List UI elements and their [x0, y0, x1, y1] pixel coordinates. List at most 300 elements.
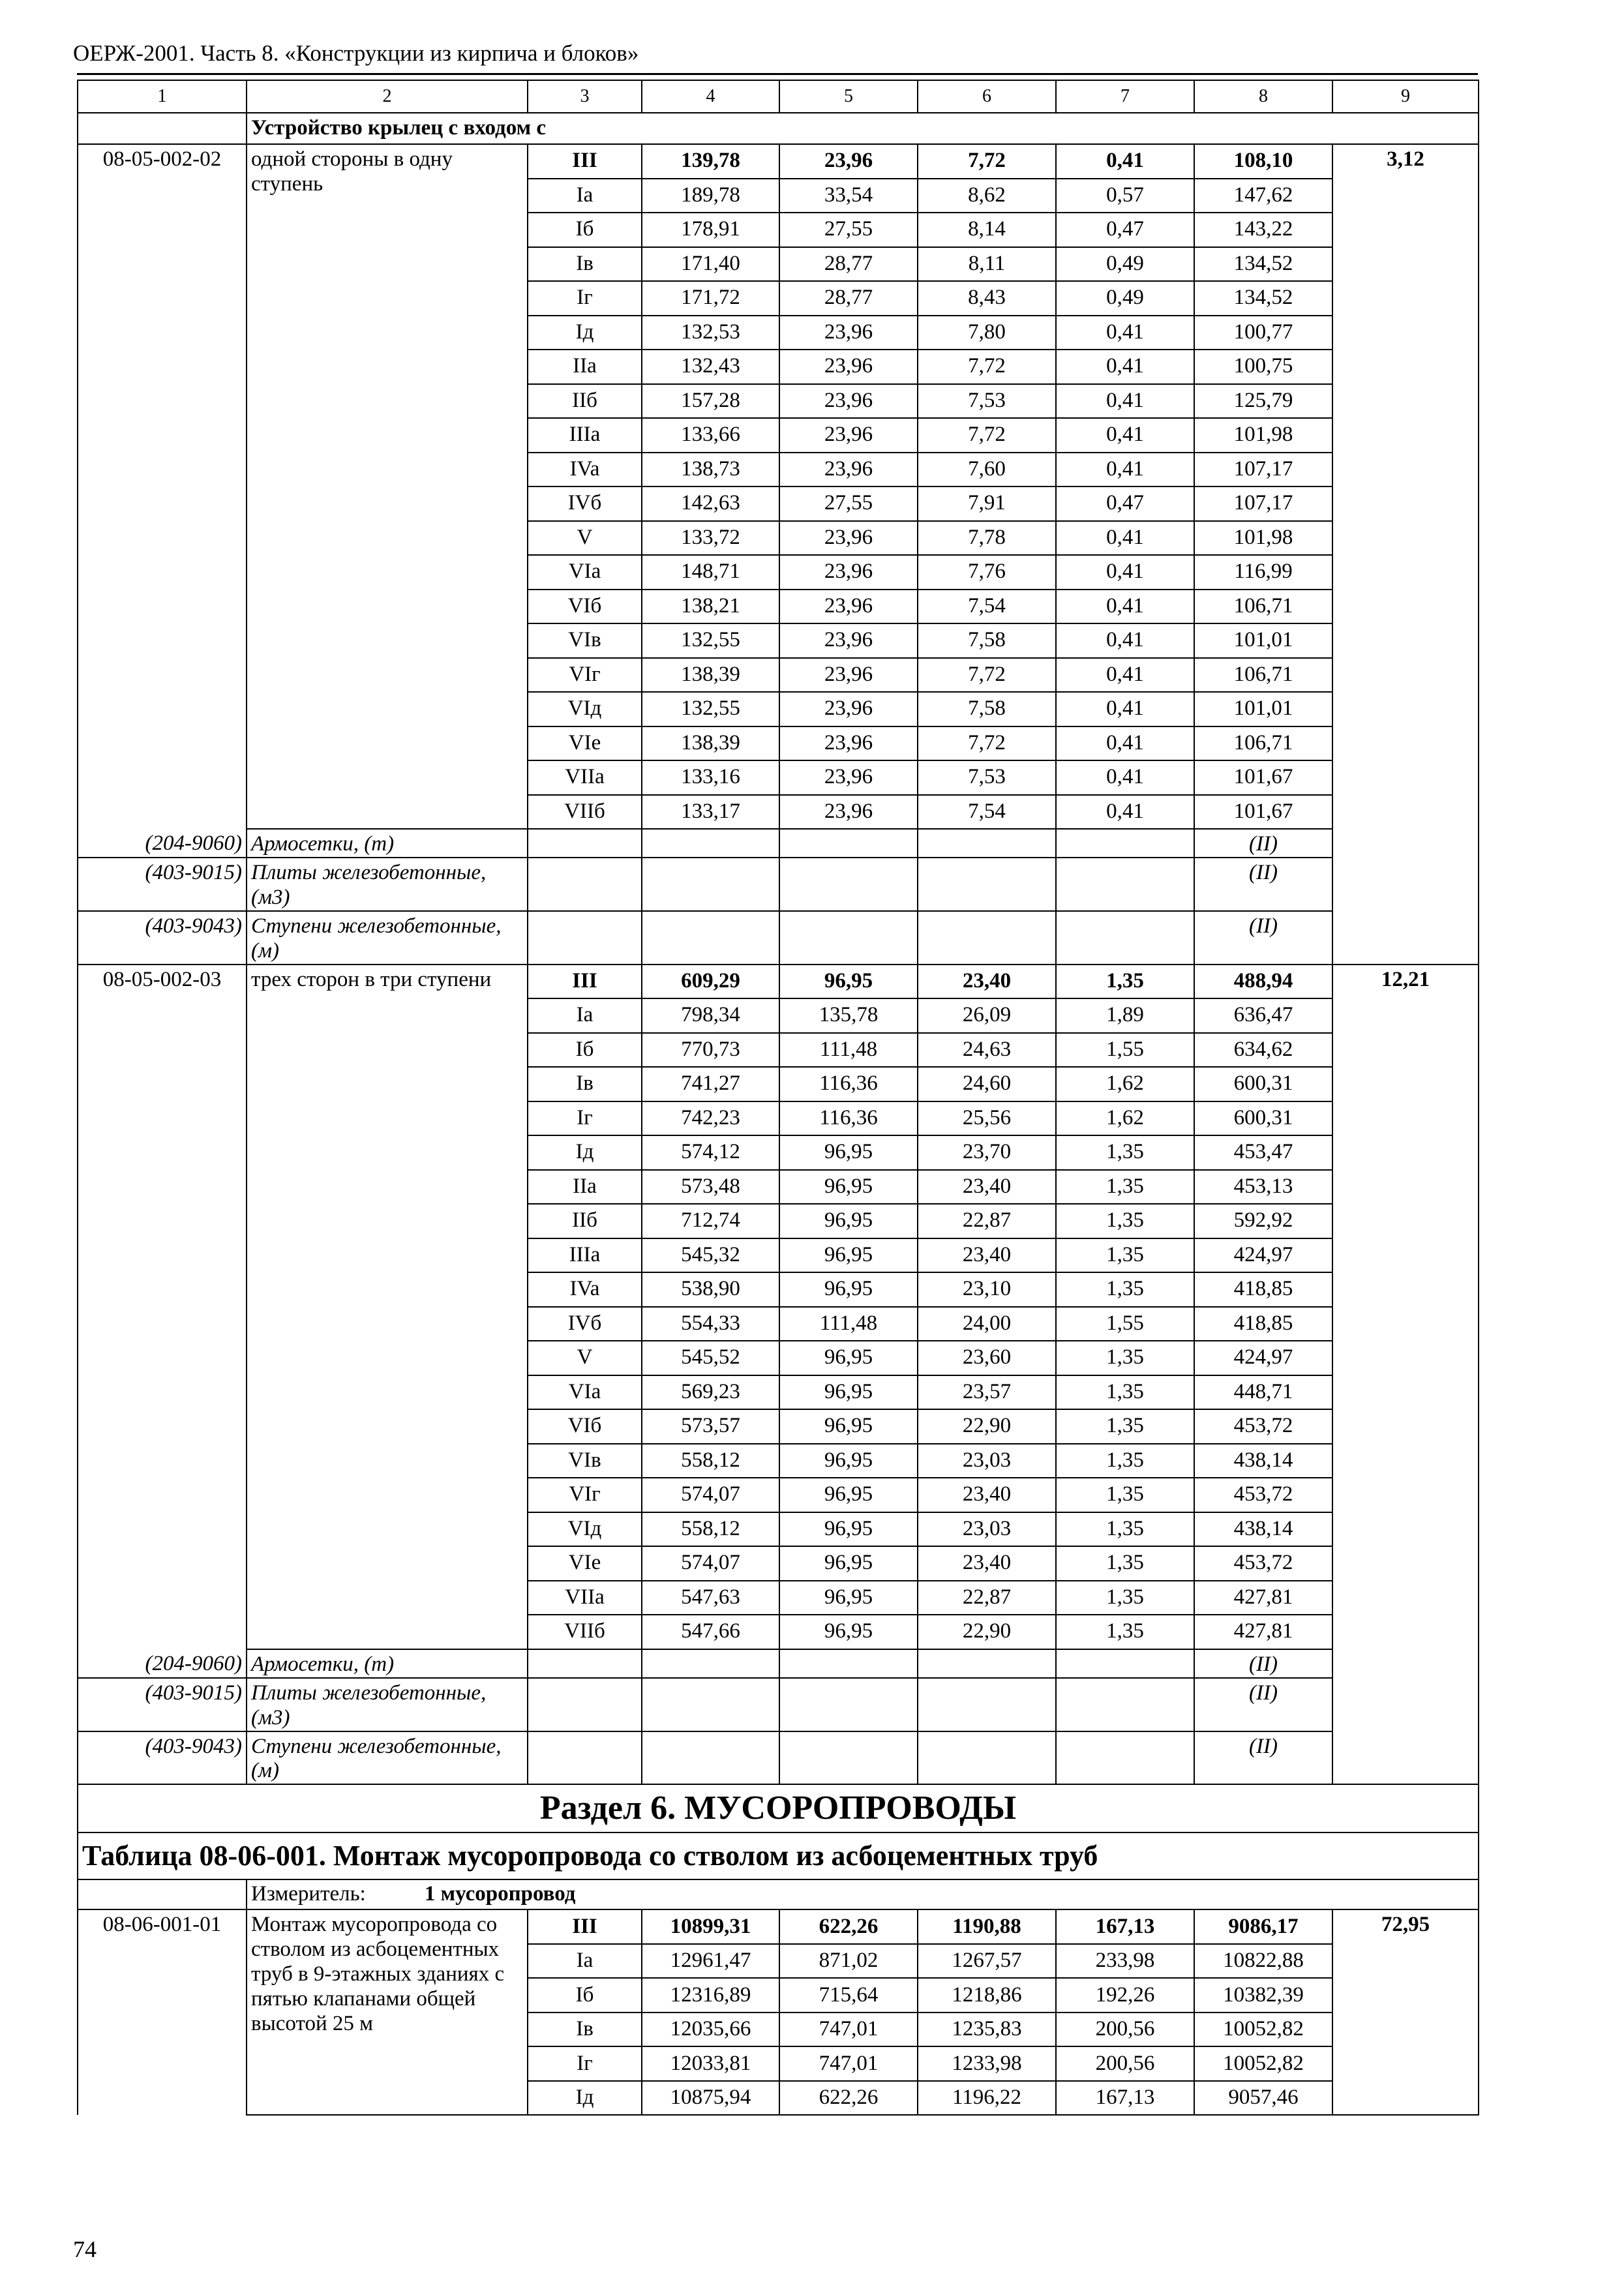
empty-cell	[918, 1678, 1056, 1731]
cell: 427,81	[1194, 1615, 1332, 1649]
cell: Iг	[528, 2046, 642, 2081]
rate-description: Монтаж мусоропровода со стволом из асбоцементных труб в 9-этажных зданиях с пятью клапанами общей высотой 25 м	[247, 1909, 528, 2115]
resource-code: (403-9043)	[78, 911, 247, 965]
empty-cell	[528, 1678, 642, 1731]
cell: 0,41	[1056, 384, 1194, 419]
cell: 147,62	[1194, 179, 1332, 213]
cell: VIIa	[528, 1581, 642, 1615]
cell: 23,10	[918, 1272, 1056, 1307]
cell: 600,31	[1194, 1101, 1332, 1136]
cell: 12961,47	[642, 1944, 779, 1979]
column-header: 2	[247, 80, 528, 113]
resource-row	[78, 858, 1479, 911]
cell: 23,96	[779, 760, 918, 795]
cell: 10052,82	[1194, 2012, 1332, 2047]
cell: 138,73	[642, 453, 779, 487]
col9-value: 3,12	[1332, 144, 1479, 965]
column-header: 1	[78, 80, 247, 113]
column-header: 5	[779, 80, 918, 113]
cell: 8,11	[918, 247, 1056, 282]
cell: 770,73	[642, 1033, 779, 1068]
resource-value: (II)	[1194, 1649, 1332, 1678]
cell: Iб	[528, 1033, 642, 1068]
cell: 1,35	[1056, 1238, 1194, 1273]
cell: 0,41	[1056, 795, 1194, 830]
cell: 1,35	[1056, 1478, 1194, 1512]
col9-value: 12,21	[1332, 965, 1479, 1785]
cell: VIIa	[528, 760, 642, 795]
cell: 7,72	[918, 350, 1056, 384]
cell: 178,91	[642, 213, 779, 247]
cell: 28,77	[779, 247, 918, 282]
cell: 111,48	[779, 1307, 918, 1341]
cell: 133,72	[642, 521, 779, 556]
empty-cell	[918, 829, 1056, 858]
cell: 192,26	[1056, 1978, 1194, 2012]
cell: 8,43	[918, 281, 1056, 316]
cell: 438,14	[1194, 1512, 1332, 1547]
cell: 7,80	[918, 316, 1056, 350]
cell: 7,72	[918, 658, 1056, 693]
cell: 106,71	[1194, 658, 1332, 693]
cell: 28,77	[779, 281, 918, 316]
cell: VIe	[528, 1546, 642, 1581]
cell: Ia	[528, 1944, 642, 1979]
cell: 139,78	[642, 144, 779, 179]
cell: 1233,98	[918, 2046, 1056, 2081]
cell: 27,55	[779, 486, 918, 521]
resource-code: (204-9060)	[78, 1649, 247, 1678]
cell: 96,95	[779, 1512, 918, 1547]
empty-cell	[918, 858, 1056, 911]
cell: 1,89	[1056, 998, 1194, 1033]
cell: 747,01	[779, 2012, 918, 2047]
cell: 7,78	[918, 521, 1056, 556]
cell: V	[528, 521, 642, 556]
resource-row	[78, 911, 1479, 965]
cell: 558,12	[642, 1512, 779, 1547]
cell: VIIб	[528, 795, 642, 830]
cell: 23,96	[779, 453, 918, 487]
cell: 10822,88	[1194, 1944, 1332, 1979]
empty-cell	[779, 1678, 918, 1731]
cell: 636,47	[1194, 998, 1332, 1033]
cell: 23,70	[918, 1135, 1056, 1170]
cell: 132,43	[642, 350, 779, 384]
measure-row	[78, 1879, 1479, 1909]
cell: 23,40	[918, 1546, 1056, 1581]
cell: 23,96	[779, 521, 918, 556]
cell: 0,41	[1056, 555, 1194, 590]
resource-value: (II)	[1194, 858, 1332, 911]
cell: 1,35	[1056, 1135, 1194, 1170]
cell: 1,35	[1056, 1375, 1194, 1410]
cell: 418,85	[1194, 1307, 1332, 1341]
cell: 100,75	[1194, 350, 1332, 384]
cell: 1190,88	[918, 1909, 1056, 1944]
cell: 132,55	[642, 692, 779, 726]
cell: 107,17	[1194, 453, 1332, 487]
cell: 23,96	[779, 418, 918, 453]
cell: 27,55	[779, 213, 918, 247]
cell: III	[528, 144, 642, 179]
cell: 200,56	[1056, 2046, 1194, 2081]
empty-cell	[528, 1731, 642, 1785]
cell: 712,74	[642, 1204, 779, 1238]
cell: 1,55	[1056, 1033, 1194, 1068]
resource-name: Плиты железобетонные, (м3)	[247, 1678, 528, 1731]
cell: 22,90	[918, 1409, 1056, 1444]
cell: 96,95	[779, 1478, 918, 1512]
cell: 1,35	[1056, 1409, 1194, 1444]
cell: 23,40	[918, 965, 1056, 999]
cell: 573,48	[642, 1170, 779, 1204]
empty-cell	[918, 1649, 1056, 1678]
cell: 453,72	[1194, 1546, 1332, 1581]
cell: 8,62	[918, 179, 1056, 213]
cell: 7,72	[918, 144, 1056, 179]
cell: Iв	[528, 247, 642, 282]
cell: Ia	[528, 998, 642, 1033]
cell: 233,98	[1056, 1944, 1194, 1979]
cell: 23,96	[779, 795, 918, 830]
cell: 133,66	[642, 418, 779, 453]
resource-value: (II)	[1194, 911, 1332, 965]
empty-cell	[642, 1678, 779, 1731]
cell: 1218,86	[918, 1978, 1056, 2012]
cell: 125,79	[1194, 384, 1332, 419]
cell: 25,56	[918, 1101, 1056, 1136]
measure-value: 1 мусоропровод	[424, 1882, 576, 1906]
cell: 538,90	[642, 1272, 779, 1307]
cell: 569,23	[642, 1375, 779, 1410]
cell: 135,78	[779, 998, 918, 1033]
cell: 424,97	[1194, 1341, 1332, 1375]
cell: 96,95	[779, 1341, 918, 1375]
cell: 7,76	[918, 555, 1056, 590]
cell: 101,67	[1194, 760, 1332, 795]
cell: 171,72	[642, 281, 779, 316]
empty-cell	[1056, 858, 1194, 911]
cell: 133,17	[642, 795, 779, 830]
cell: IVa	[528, 1272, 642, 1307]
cell: 23,03	[918, 1512, 1056, 1547]
section-title: Раздел 6. МУСОРОПРОВОДЫ	[78, 1784, 1479, 1833]
cell: 0,57	[1056, 179, 1194, 213]
cell: 10052,82	[1194, 2046, 1332, 2081]
empty-cell	[642, 911, 779, 965]
col9-value: 72,95	[1332, 1909, 1479, 2115]
cell: 134,52	[1194, 247, 1332, 282]
cell: 7,54	[918, 795, 1056, 830]
empty-cell	[642, 1649, 779, 1678]
cell: 10875,94	[642, 2081, 779, 2116]
table-title-row	[78, 1833, 1479, 1879]
cell: IIIa	[528, 1238, 642, 1273]
cell: Iд	[528, 316, 642, 350]
cell: 101,01	[1194, 623, 1332, 658]
cell: 871,02	[779, 1944, 918, 1979]
empty-cell	[918, 911, 1056, 965]
cell: 634,62	[1194, 1033, 1332, 1068]
cell: 23,96	[779, 692, 918, 726]
resource-value: (II)	[1194, 1731, 1332, 1785]
cell: 96,95	[779, 1546, 918, 1581]
table-title: Таблица 08-06-001. Монтаж мусоропровода со стволом из асбоцементных труб	[78, 1833, 1479, 1879]
cell: 8,14	[918, 213, 1056, 247]
cell: 133,16	[642, 760, 779, 795]
cell: 545,52	[642, 1341, 779, 1375]
empty-cell	[528, 829, 642, 858]
cell: Iг	[528, 281, 642, 316]
cell: 12033,81	[642, 2046, 779, 2081]
cell: 33,54	[779, 179, 918, 213]
cell: 622,26	[779, 2081, 918, 2116]
empty-cell	[1056, 829, 1194, 858]
cell: 1,35	[1056, 965, 1194, 999]
cell: 1,35	[1056, 1204, 1194, 1238]
cell: 1,35	[1056, 1272, 1194, 1307]
cell: 132,55	[642, 623, 779, 658]
resource-row	[78, 1678, 1479, 1731]
empty-cell	[642, 1731, 779, 1785]
cell: 101,01	[1194, 692, 1332, 726]
cell: 0,49	[1056, 247, 1194, 282]
cell: 1,35	[1056, 1615, 1194, 1649]
cell: 24,00	[918, 1307, 1056, 1341]
cell: 7,53	[918, 384, 1056, 419]
table-row	[78, 1909, 1479, 1944]
cell: 742,23	[642, 1101, 779, 1136]
cell: 0,49	[1056, 281, 1194, 316]
table-row	[78, 144, 1479, 179]
measure-spacer	[78, 1879, 247, 1909]
cell: 96,95	[779, 1615, 918, 1649]
cell: 101,67	[1194, 795, 1332, 830]
cell: 1,35	[1056, 1512, 1194, 1547]
cell: 106,71	[1194, 726, 1332, 761]
page-number: 74	[73, 2236, 97, 2262]
cell: 741,27	[642, 1067, 779, 1101]
cell: 23,96	[779, 726, 918, 761]
cell: Ia	[528, 179, 642, 213]
cell: 23,96	[779, 384, 918, 419]
cell: 100,77	[1194, 316, 1332, 350]
cell: 7,53	[918, 760, 1056, 795]
resource-row	[78, 829, 1479, 858]
cell: VIб	[528, 1409, 642, 1444]
cell: 0,41	[1056, 623, 1194, 658]
resource-row	[78, 1649, 1479, 1678]
cell: VIe	[528, 726, 642, 761]
cell: 0,41	[1056, 760, 1194, 795]
subhead-row	[78, 113, 1479, 144]
cell: Iд	[528, 1135, 642, 1170]
cell: 9057,46	[1194, 2081, 1332, 2116]
cell: 453,72	[1194, 1409, 1332, 1444]
cell: 23,96	[779, 590, 918, 624]
cell: 1,35	[1056, 1444, 1194, 1478]
cell: 0,41	[1056, 350, 1194, 384]
empty-cell	[779, 1731, 918, 1785]
resource-row	[78, 1731, 1479, 1785]
cell: 96,95	[779, 965, 918, 999]
cell: 26,09	[918, 998, 1056, 1033]
cell: 10382,39	[1194, 1978, 1332, 2012]
section-title-row	[78, 1784, 1479, 1833]
cell: IIб	[528, 1204, 642, 1238]
cell: 7,58	[918, 623, 1056, 658]
cell: IIa	[528, 350, 642, 384]
cell: 7,91	[918, 486, 1056, 521]
cell: IVб	[528, 486, 642, 521]
column-header: 9	[1332, 80, 1479, 113]
cell: 22,90	[918, 1615, 1056, 1649]
cell: 23,96	[779, 623, 918, 658]
cell: 116,99	[1194, 555, 1332, 590]
cell: 24,60	[918, 1067, 1056, 1101]
cell: 96,95	[779, 1170, 918, 1204]
cell: 574,07	[642, 1546, 779, 1581]
resource-name: Ступени железобетонные, (м)	[247, 1731, 528, 1785]
cell: 143,22	[1194, 213, 1332, 247]
cell: 1,62	[1056, 1101, 1194, 1136]
cell: 23,40	[918, 1170, 1056, 1204]
cell: 574,07	[642, 1478, 779, 1512]
measure-cell	[247, 1879, 1479, 1909]
resource-name: Армосетки, (т)	[247, 829, 528, 858]
cell: 96,95	[779, 1581, 918, 1615]
empty-cell	[1056, 1731, 1194, 1785]
empty-cell	[779, 1649, 918, 1678]
cell: 1,35	[1056, 1581, 1194, 1615]
cell: 23,96	[779, 144, 918, 179]
cell: 573,57	[642, 1409, 779, 1444]
cell: 0,41	[1056, 658, 1194, 693]
cell: 96,95	[779, 1204, 918, 1238]
cell: 418,85	[1194, 1272, 1332, 1307]
cell: 0,47	[1056, 486, 1194, 521]
cell: 438,14	[1194, 1444, 1332, 1478]
cell: 453,72	[1194, 1478, 1332, 1512]
cell: 609,29	[642, 965, 779, 999]
cell: 23,03	[918, 1444, 1056, 1478]
header-rule	[77, 73, 1478, 75]
cell: 1,35	[1056, 1341, 1194, 1375]
cell: 132,53	[642, 316, 779, 350]
table-row	[78, 965, 1479, 999]
cell: 545,32	[642, 1238, 779, 1273]
cell: 23,40	[918, 1478, 1056, 1512]
cell: 23,96	[779, 316, 918, 350]
cell: 107,17	[1194, 486, 1332, 521]
cell: 138,21	[642, 590, 779, 624]
resource-name: Ступени железобетонные, (м)	[247, 911, 528, 965]
rate-code: 08-06-001-01	[78, 1909, 247, 2115]
column-header: 6	[918, 80, 1056, 113]
page-header-title: ОЕРЖ-2001. Часть 8. «Конструкции из кирпича и блоков»	[73, 40, 639, 66]
subhead-spacer	[78, 113, 247, 144]
empty-cell	[1056, 1678, 1194, 1731]
cell: Iв	[528, 1067, 642, 1101]
cell: 189,78	[642, 179, 779, 213]
cell: 96,95	[779, 1238, 918, 1273]
column-header: 7	[1056, 80, 1194, 113]
cell: 0,41	[1056, 521, 1194, 556]
cell: Iг	[528, 1101, 642, 1136]
cell: 0,41	[1056, 453, 1194, 487]
cell: 574,12	[642, 1135, 779, 1170]
resource-code: (403-9015)	[78, 1678, 247, 1731]
cell: 96,95	[779, 1272, 918, 1307]
cell: 116,36	[779, 1101, 918, 1136]
cell: VIд	[528, 1512, 642, 1547]
cell: 138,39	[642, 726, 779, 761]
cell: 23,57	[918, 1375, 1056, 1410]
resource-name: Армосетки, (т)	[247, 1649, 528, 1678]
cell: 747,01	[779, 2046, 918, 2081]
cell: 1,55	[1056, 1307, 1194, 1341]
cell: 101,98	[1194, 521, 1332, 556]
cell: 22,87	[918, 1581, 1056, 1615]
empty-cell	[642, 829, 779, 858]
cell: 488,94	[1194, 965, 1332, 999]
cell: 9086,17	[1194, 1909, 1332, 1944]
cell: 554,33	[642, 1307, 779, 1341]
cell: 448,71	[1194, 1375, 1332, 1410]
cell: 23,60	[918, 1341, 1056, 1375]
resource-value: (II)	[1194, 1678, 1332, 1731]
empty-cell	[779, 858, 918, 911]
cell: 106,71	[1194, 590, 1332, 624]
cell: 96,95	[779, 1135, 918, 1170]
cell: 0,41	[1056, 418, 1194, 453]
resource-code: (403-9015)	[78, 858, 247, 911]
cell: 622,26	[779, 1909, 918, 1944]
cell: 157,28	[642, 384, 779, 419]
measure-label: Измеритель:	[251, 1882, 366, 1906]
cell: 427,81	[1194, 1581, 1332, 1615]
cell: Iб	[528, 1978, 642, 2012]
empty-cell	[779, 829, 918, 858]
cell: 23,96	[779, 350, 918, 384]
cell: 200,56	[1056, 2012, 1194, 2047]
cell: Iв	[528, 2012, 642, 2047]
cell: VIб	[528, 590, 642, 624]
cell: 1,62	[1056, 1067, 1194, 1101]
cell: 0,41	[1056, 316, 1194, 350]
resource-name: Плиты железобетонные, (м3)	[247, 858, 528, 911]
cell: IIa	[528, 1170, 642, 1204]
cell: VIa	[528, 555, 642, 590]
cell: 138,39	[642, 658, 779, 693]
column-header: 3	[528, 80, 642, 113]
cell: 1267,57	[918, 1944, 1056, 1979]
resource-code: (204-9060)	[78, 829, 247, 858]
cell: IVa	[528, 453, 642, 487]
cell: 1,35	[1056, 1546, 1194, 1581]
cell: 547,66	[642, 1615, 779, 1649]
cell: III	[528, 965, 642, 999]
column-header: 8	[1194, 80, 1332, 113]
cell: 171,40	[642, 247, 779, 282]
rate-description: трех сторон в три ступени	[247, 965, 528, 1649]
cell: 7,60	[918, 453, 1056, 487]
cell: 798,34	[642, 998, 779, 1033]
cell: 424,97	[1194, 1238, 1332, 1273]
cell: VIв	[528, 1444, 642, 1478]
cell: 116,36	[779, 1067, 918, 1101]
